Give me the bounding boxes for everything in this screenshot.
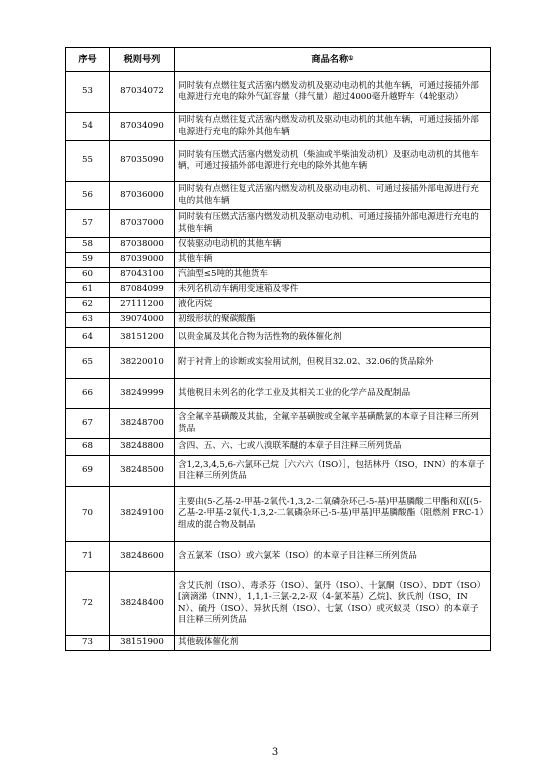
- row-tariff-code: 87036000: [110, 182, 175, 210]
- row-commodity-name: 含1,2,3,4,5,6-六氯环己烷［六六六（ISO）］，包括林丹（ISO，INN）的本章子目注释三所列货品: [175, 456, 491, 487]
- table-row: [66, 409, 491, 439]
- row-commodity-name: 同时装有压燃式活塞内燃发动机（柴油或半柴油发动机）及驱动电动机的其他车辆，可通过接插外部电源进行充电的除外其他车辆: [175, 141, 491, 182]
- row-tariff-code: 87034072: [110, 72, 175, 113]
- row-commodity-name: 其他载体催化剂: [175, 636, 491, 651]
- row-serial-number: 56: [66, 182, 110, 210]
- table-row: [66, 182, 491, 210]
- row-commodity-name: 液化丙烷: [175, 298, 491, 313]
- row-commodity-name: 未列名机动车辆用变速箱及零件: [175, 283, 491, 298]
- table-row: [66, 379, 491, 409]
- row-serial-number: 72: [66, 572, 110, 636]
- row-tariff-code: 27111200: [110, 298, 175, 313]
- row-tariff-code: 38248600: [110, 542, 175, 572]
- row-serial-number: 59: [66, 253, 110, 268]
- table-row: [66, 328, 491, 348]
- header-serial-number: 序号: [66, 48, 110, 72]
- row-commodity-name: 同时装有点燃往复式活塞内燃发动机及驱动电动机的其他车辆，可通过接插外部电源进行充电的除外其他车辆: [175, 113, 491, 141]
- row-tariff-code: 87037000: [110, 210, 175, 238]
- row-tariff-code: 87039000: [110, 253, 175, 268]
- row-commodity-name: 其他车辆: [175, 253, 491, 268]
- row-commodity-name: 同时装有点燃往复式活塞内燃发动机及驱动电动机、可通过接插外部电源进行充电的其他车辆: [175, 182, 491, 210]
- row-tariff-code: 38151900: [110, 636, 175, 651]
- row-serial-number: 73: [66, 636, 110, 651]
- row-commodity-name: 其他税目未列名的化学工业及其相关工业的化学产品及配制品: [175, 379, 491, 409]
- row-tariff-code: 38248500: [110, 456, 175, 487]
- row-tariff-code: 38248700: [110, 409, 175, 439]
- row-commodity-name: 含艾氏剂（ISO）、毒杀芬（ISO）、氯丹（ISO）、十氯酮（ISO）、DDT（ISO）[滴滴涕（INN），1,1,1-三氯-2,2-双（4-氯苯基）乙烷]、狄氏剂（ISO，INN）、硫丹（ISO）、异狄氏剂（ISO）、七氯（ISO）或灭蚁灵（ISO）的本章子目注释三所列货品: [175, 572, 491, 636]
- row-serial-number: 69: [66, 456, 110, 487]
- table-row: [66, 487, 491, 542]
- row-serial-number: 66: [66, 379, 110, 409]
- row-serial-number: 64: [66, 328, 110, 348]
- row-tariff-code: 38249999: [110, 379, 175, 409]
- table-row: [66, 113, 491, 141]
- table-row: [66, 348, 491, 379]
- table-body: [66, 72, 491, 651]
- row-commodity-name: 含全氟辛基磺酸及其盐，全氟辛基磺胺或全氟辛基磺酰氯的本章子目注释三所列货品: [175, 409, 491, 439]
- table-row: [66, 542, 491, 572]
- table-row: [66, 283, 491, 298]
- table-row: [66, 210, 491, 238]
- row-commodity-name: 主要由(5-乙基-2-甲基-2氧代-1,3,2-二氧磷杂环己-5-基)甲基膦酸二甲酯和双[(5-乙基-2-甲基-2氧代-1,3,2-二氧磷杂环己-5-基)甲基]甲基膦酸酯（阻燃剂 FRC-1）组成的混合物及制品: [175, 487, 491, 542]
- row-tariff-code: 38248400: [110, 572, 175, 636]
- table-row: [66, 72, 491, 113]
- row-tariff-code: 38151200: [110, 328, 175, 348]
- row-tariff-code: 87034090: [110, 113, 175, 141]
- row-serial-number: 70: [66, 487, 110, 542]
- table-row: [66, 253, 491, 268]
- row-serial-number: 71: [66, 542, 110, 572]
- header-commodity-name-label: 商品名称: [311, 53, 349, 65]
- header-tariff-code: 税则号列: [110, 48, 175, 72]
- table-row: [66, 141, 491, 182]
- table-row: [66, 572, 491, 636]
- row-commodity-name: 同时装有压燃式活塞内燃发动机及驱动电动机、可通过接插外部电源进行充电的其他车辆: [175, 210, 491, 238]
- row-serial-number: 60: [66, 268, 110, 283]
- row-commodity-name: 以贵金属及其化合物为活性物的载体催化剂: [175, 328, 491, 348]
- row-serial-number: 61: [66, 283, 110, 298]
- commodity-table: [65, 47, 491, 651]
- row-tariff-code: 87043100: [110, 268, 175, 283]
- row-commodity-name: 含四、五、六、七或八溴联苯醚的本章子目注释三所列货品: [175, 439, 491, 456]
- row-tariff-code: 38248800: [110, 439, 175, 456]
- row-commodity-name: 附于衬背上的诊断或实验用试剂，但税目32.02、32.06的货品除外: [175, 348, 491, 379]
- row-commodity-name: 同时装有点燃往复式活塞内燃发动机及驱动电动机的其他车辆，可通过接插外部电源进行充电的除外气缸容量（排气量）超过4000毫升越野车（4轮驱动）: [175, 72, 491, 113]
- table-row: [66, 298, 491, 313]
- row-tariff-code: 87038000: [110, 238, 175, 253]
- row-serial-number: 63: [66, 313, 110, 328]
- row-serial-number: 67: [66, 409, 110, 439]
- row-tariff-code: 87035090: [110, 141, 175, 182]
- table-row: [66, 439, 491, 456]
- table-row: [66, 238, 491, 253]
- row-serial-number: 54: [66, 113, 110, 141]
- page-number: 3: [271, 747, 279, 758]
- row-commodity-name: 含五氯苯（ISO）或六氯苯（ISO）的本章子目注释三所列货品: [175, 542, 491, 572]
- row-serial-number: 62: [66, 298, 110, 313]
- table-row: [66, 313, 491, 328]
- row-serial-number: 57: [66, 210, 110, 238]
- table-row: [66, 268, 491, 283]
- row-serial-number: 68: [66, 439, 110, 456]
- row-serial-number: 65: [66, 348, 110, 379]
- row-serial-number: 58: [66, 238, 110, 253]
- row-commodity-name: 仅装驱动电动机的其他车辆: [175, 238, 491, 253]
- row-tariff-code: 38220010: [110, 348, 175, 379]
- row-serial-number: 53: [66, 72, 110, 113]
- row-tariff-code: 38249100: [110, 487, 175, 542]
- row-commodity-name: 初级形状的聚碳酸酯: [175, 313, 491, 328]
- table-row: [66, 636, 491, 651]
- row-commodity-name: 汽油型≤5吨的其他货车: [175, 268, 491, 283]
- header-commodity-name: [175, 48, 491, 72]
- row-tariff-code: 39074000: [110, 313, 175, 328]
- table-row: [66, 456, 491, 487]
- row-tariff-code: 87084099: [110, 283, 175, 298]
- table-header-row: [66, 48, 491, 72]
- row-serial-number: 55: [66, 141, 110, 182]
- footnote-marker: ①: [348, 54, 354, 62]
